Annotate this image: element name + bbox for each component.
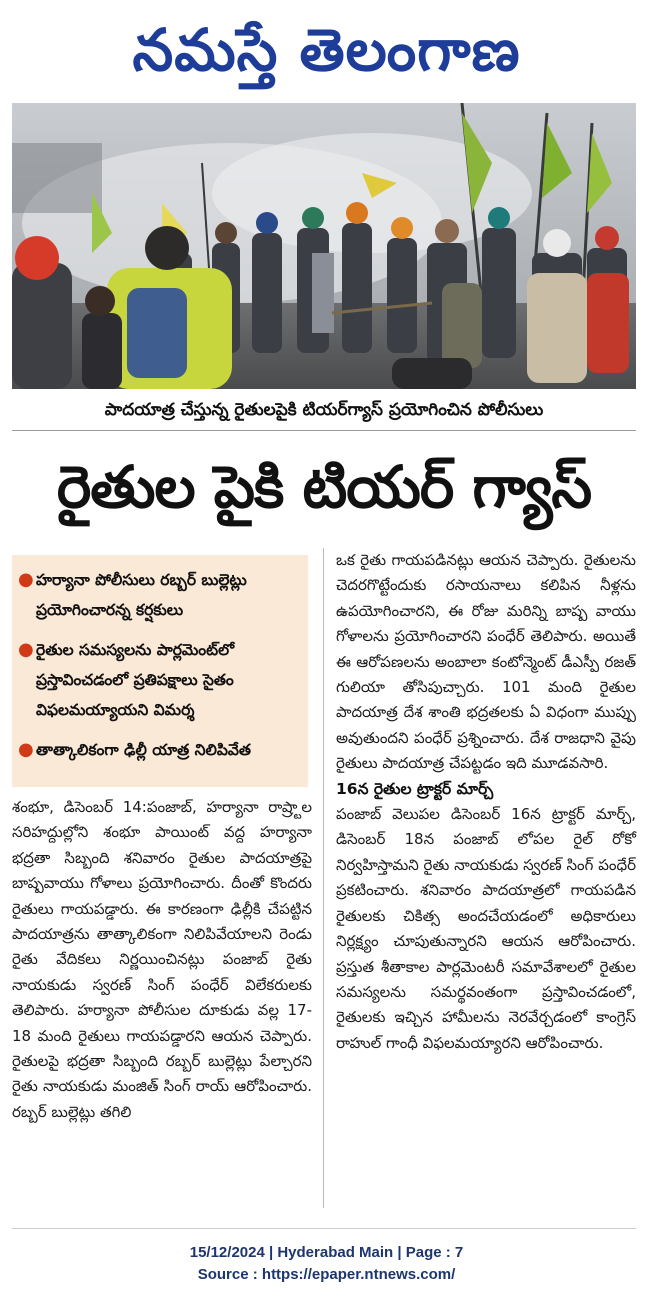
news-photo — [12, 103, 636, 389]
bullet-icon: ● — [18, 639, 34, 660]
bullet-icon: ● — [18, 739, 34, 760]
masthead — [0, 0, 653, 100]
footer-source-link[interactable]: Source : https://epaper.ntnews.com/ — [197, 1266, 456, 1283]
headline: రైతుల పైకి టియర్ గ్యాస్ — [56, 453, 592, 521]
highlights-box — [12, 555, 308, 787]
protest-photo-illustration — [12, 103, 636, 389]
photo-caption: పాదయాత్ర చేస్తున్న రైతులపైకి టియర్‌గ్యాస్ ప్రయోగించిన పోలీసులు — [104, 400, 544, 420]
highlight-text: హర్యానా పోలీసులు రబ్బర్ బుల్లెట్లు ప్రయోగించారన్న కర్షకులు — [36, 571, 247, 619]
highlight-text: రైతుల సమస్యలను పార్లమెంట్‌లో ప్రస్తావించడంలో ప్రతిపక్షాలు సైతం విఫలమయ్యాయని విమర్శ — [36, 641, 235, 719]
article-body-right-2: పంజాబ్ వెలుపల డిసెంబర్ 16న ట్రాక్టర్ మార్చ్, డిసెంబర్ 18న పంజాబ్ లోపల రైల్ రోకో నిర్వహిస్తామని రైతు నాయకుడు స్వరణ్ సింగ్ పంధేర్ ప్రకటించారు. శనివారం పాదయాత్రలో గాయపడిన రైతులకు చికిత్స అందచేయడంలో అధికారులు నిర్లక్ష్యం చూపుతున్నారని ఆయన ఆరోపించారు. ప్రస్తుత శీతాకాల పార్లమెంటరీ సమావేశాలలో రైతుల సమస్యలను సమర్థవంతంగా ప్రస్తావించడంలో, రైతులకు ఇచ్చిన హామీలను నెరవేర్చడంలో కాంగ్రెస్ రాహుల్ గాంధీ విఫలమయ్యారని ఆరోపించారు. — [336, 805, 636, 1052]
highlight-item — [18, 565, 300, 625]
newspaper-title: నమస్తే తెలంగాణ — [132, 16, 521, 84]
footer — [0, 1242, 653, 1296]
article-body-right-1: ఒక రైతు గాయపడినట్లు ఆయన చెప్పారు. రైతులను చెదరగొట్టేందుకు రసాయనాలు కలిపిన నీళ్లను ఉపయోగించారని, ఈ రోజు మరిన్ని బాష్ప వాయు గోళాలను ప్రయోగించారని పంధేర్ తెలిపారు. అయితే ఈ ఆరోపణలను అంబాలా కంటోన్మెంట్ డీఎస్పీ రజత్ గులియా తోసిపుచ్చారు. 101 మంది రైతుల పాదయాత్ర దేశ శాంతి భద్రతలకు ఏ విధంగా ముప్పు అవుతుందని పంధేర్ ప్రశ్నించారు. దేశ రాజధాని వైపు రైతులు పాదయాత్ర చేపట్టడం ఇది మూడవసారి. — [336, 551, 636, 773]
article-subhead: 16న రైతుల ట్రాక్టర్ మార్చ్ — [336, 779, 494, 798]
caption-divider — [12, 430, 636, 431]
highlight-item — [18, 735, 300, 765]
bullet-icon: ● — [18, 569, 34, 590]
footer-divider — [12, 1228, 636, 1229]
column-divider — [323, 548, 324, 1208]
article-right-column — [336, 548, 636, 1208]
article-left-column — [12, 795, 312, 1215]
highlight-item — [18, 635, 300, 725]
highlight-text: తాత్కాలికంగా ఢిల్లీ యాత్ర నిలిపివేత — [36, 741, 251, 759]
footer-edition-info: 15/12/2024 | Hyderabad Main | Page : 7 — [189, 1244, 464, 1261]
article-body-left: శంభూ, డిసెంబర్ 14:పంజాబ్, హర్యానా రాష్ర్టాల సరిహద్దుల్లోని శంభూ పాయింట్ వద్ద హర్యానా భద్రతా సిబ్బంది శనివారం రైతుల పాదయాత్రపై బాష్పవాయు గోళాలు ప్రయోగించారు. దీంతో కొందరు రైతులు గాయపడ్డారు. ఈ కారణంగా ఢిల్లీకి చేపట్టిన పాదయాత్రను తాత్కాలికంగా నిలిపివేయాలని రెండు రైతు వేదికలు నిర్ణయించినట్లు పంజాబ్ రైతు నాయకుడు స్వరణ్ సింగ్ పంధేర్ విలేకరులకు తెలిపారు. హర్యానా పోలీసుల దూకుడు వల్ల 17-18 మంది రైతులు గాయపడ్డారని ఆయన చెప్పారు. రైతులపై భద్రతా సిబ్బంది రబ్బర్ బుల్లెట్లు పేల్చారని రైతు నాయకుడు మంజిత్ సింగ్ రాయ్ ఆరోపించారు. రబ్బర్ బుల్లెట్లు తగిలి — [12, 798, 312, 1121]
